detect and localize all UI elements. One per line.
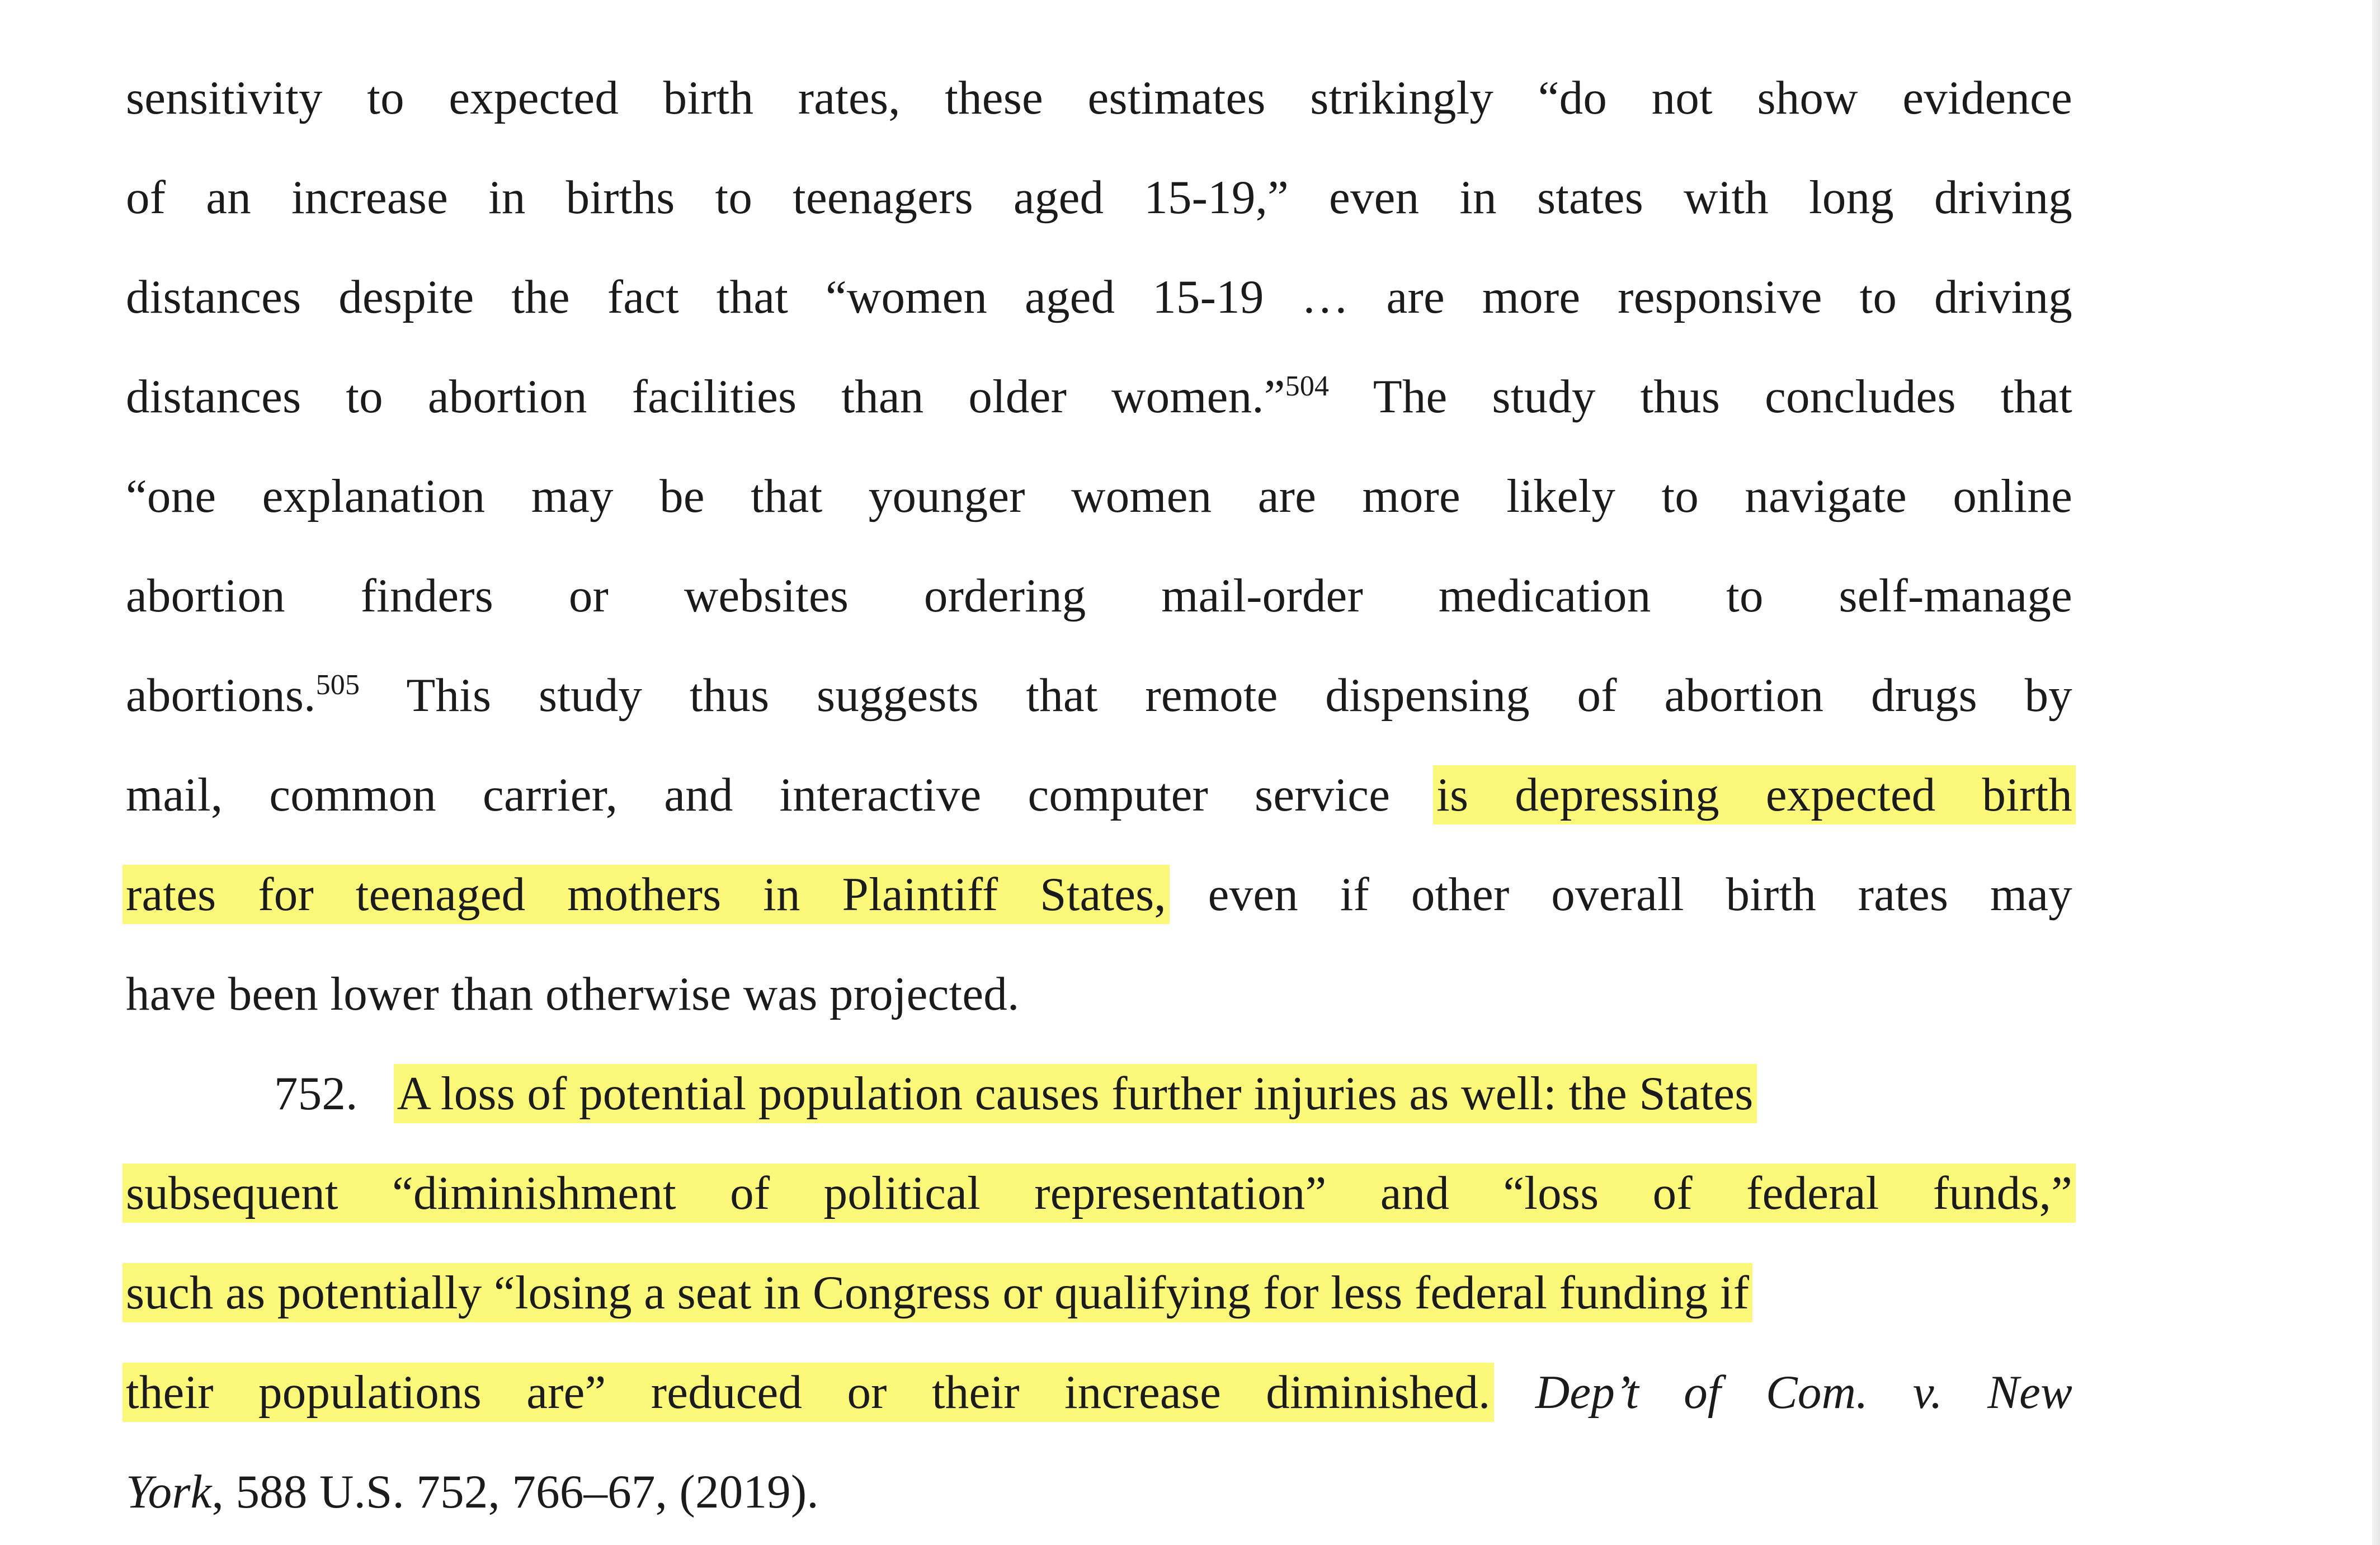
line-text: sensitivity to expected birth rates, these estimates strikingly “do not show evidence xyxy=(126,72,2072,124)
line-text: abortion finders or websites ordering mail-order medication to self-manage xyxy=(126,569,2072,622)
line-text: The study thus concludes that xyxy=(1329,370,2072,423)
text-line-1 xyxy=(126,62,2072,134)
line-text: mail, common carrier, and interactive computer service xyxy=(126,769,1437,821)
text-line-14 xyxy=(126,1356,2072,1429)
highlighted-text: rates for teenaged mothers in Plaintiff States, xyxy=(126,868,1166,921)
line-text: abortions. xyxy=(126,669,316,722)
highlighted-text: such as potentially “losing a seat in Congress or qualifying for less federal funding if xyxy=(126,1266,1750,1319)
text-line-8 xyxy=(126,759,2072,831)
line-text: distances despite the fact that “women aged 15-19 … are more responsive to driving xyxy=(126,271,2072,323)
paragraph-number: 752. xyxy=(274,1067,358,1120)
text-line-4 xyxy=(126,360,2072,433)
page-edge-shadow xyxy=(2372,0,2380,1545)
text-line-3 xyxy=(126,261,2072,333)
line-text: “one explanation may be that younger women are more likely to navigate online xyxy=(126,470,2072,522)
citation-text: , 588 U.S. 752, 766–67, (2019). xyxy=(211,1466,819,1518)
text-line-6 xyxy=(126,559,2072,632)
text-line-15 xyxy=(126,1455,2072,1528)
text-line-7 xyxy=(126,659,2072,732)
highlighted-text: A loss of potential population causes further injuries as well: the States xyxy=(397,1067,1754,1120)
case-citation-italic: York xyxy=(126,1466,212,1518)
line-text: even if other overall birth rates may xyxy=(1166,868,2072,921)
footnote-marker-504: 504 xyxy=(1285,370,1330,402)
line-text: This study thus suggests that remote dispensing of abortion drugs by xyxy=(360,669,2072,722)
text-line-9 xyxy=(126,858,2072,931)
text-line-12 xyxy=(126,1157,2072,1230)
text-line-5 xyxy=(126,460,2072,533)
highlighted-text: is depressing expected birth xyxy=(1436,769,2073,821)
line-text: distances to abortion facilities than older women.” xyxy=(126,370,1285,423)
line-text: have been lower than otherwise was projected. xyxy=(126,968,1020,1020)
line-text: of an increase in births to teenagers aged 15-19,” even in states with long driving xyxy=(126,171,2072,224)
paragraph-752-first-line xyxy=(274,1057,2072,1130)
line-text xyxy=(1491,1366,1535,1419)
highlighted-text: their populations are” reduced or their increase diminished. xyxy=(126,1366,1491,1419)
highlighted-text: subsequent “diminishment of political representation” and “loss of federal funds,” xyxy=(126,1167,2072,1219)
text-line-13 xyxy=(126,1256,2072,1329)
text-line-2 xyxy=(126,161,2072,234)
footnote-marker-505: 505 xyxy=(315,669,360,701)
text-line-10 xyxy=(126,958,2072,1030)
case-citation-italic: Dep’t of Com. v. New xyxy=(1535,1366,2073,1419)
